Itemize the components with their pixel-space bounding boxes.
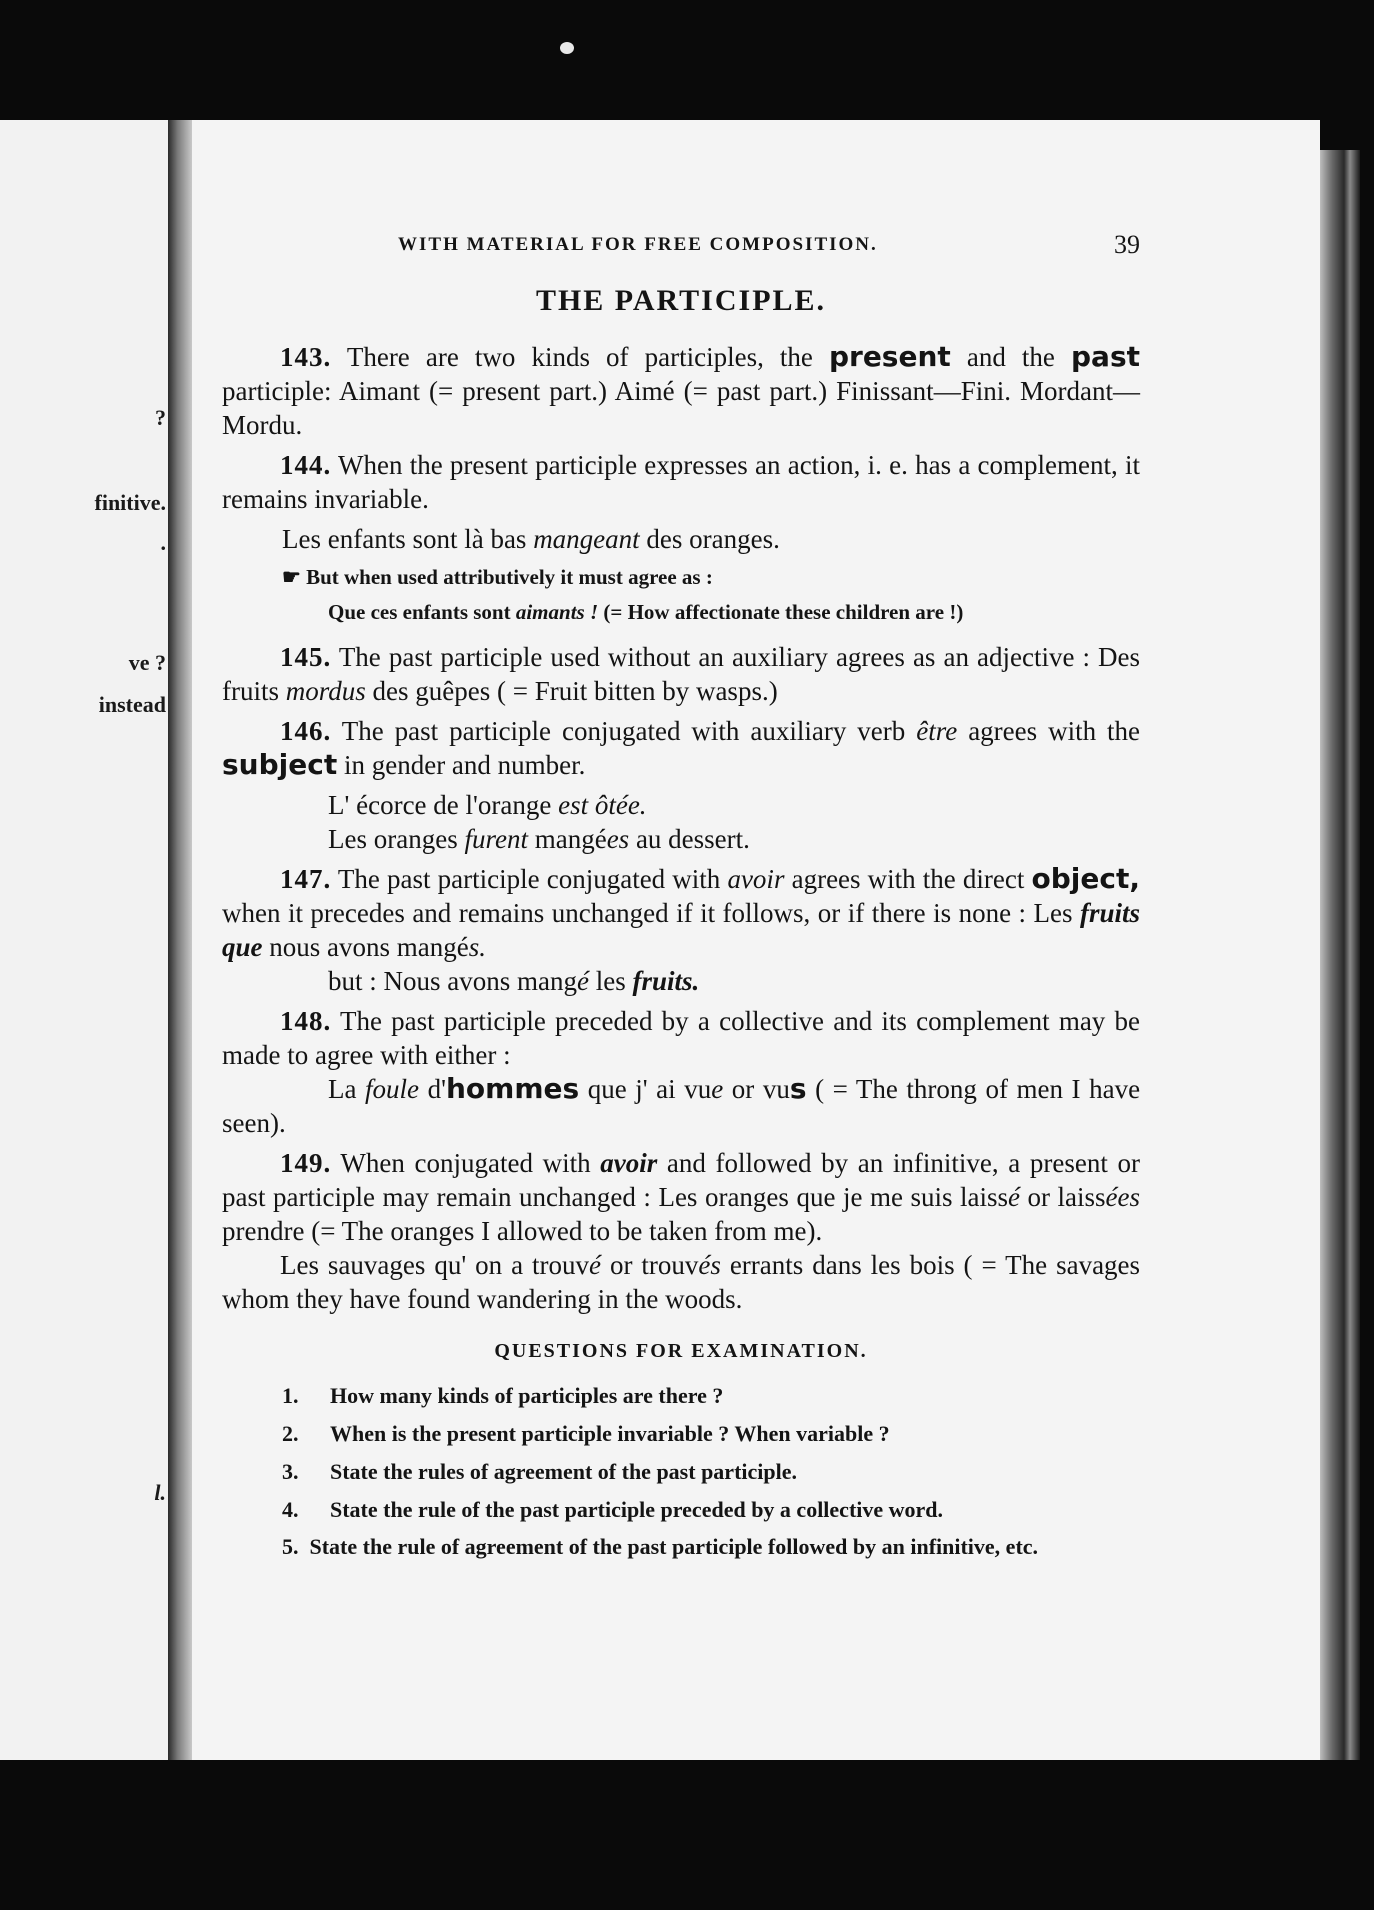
example-italic: é <box>589 1250 601 1280</box>
paragraph-text: when it precedes and remains unchanged if it follows, or if there is none : Les <box>222 898 1073 928</box>
emphasis-bold: s <box>789 1072 807 1105</box>
note-example-text: Que ces enfants sont <box>328 600 511 624</box>
dust-speck <box>560 42 574 54</box>
paragraph-text: agrees with the <box>968 716 1141 746</box>
note-text: But when used attributively it must agree as : <box>306 565 713 589</box>
paragraph-text: When the present participle expresses an action, i. e. has a complement, it remains invariable. <box>222 450 1140 514</box>
example-text: but : Nous avons mang <box>328 966 577 996</box>
paragraph-number: 145. <box>280 642 332 672</box>
example-text: au dessert. <box>635 824 750 854</box>
example-text: ( = The throng of men I have seen). <box>222 1074 1141 1138</box>
example-italic: foule <box>365 1074 420 1104</box>
example-text: d' <box>427 1074 446 1104</box>
question-item <box>222 1534 1140 1560</box>
paragraph-text: agrees with the direct <box>791 864 1025 894</box>
paragraph-text: The past participle preceded by a collective and its complement may be made to agree with either : <box>222 1006 1140 1070</box>
paragraph-italic: avoir <box>600 1148 658 1178</box>
example-line <box>222 1072 1140 1140</box>
example-italic: és <box>698 1250 721 1280</box>
example-line <box>222 788 1140 822</box>
question-item <box>222 1458 1140 1486</box>
paragraph-number: 147. <box>280 864 332 894</box>
example-italic: es <box>606 824 630 854</box>
left-page-fragment <box>0 120 168 1760</box>
questions-title: QUESTIONS FOR EXAMINATION. <box>494 1340 868 1362</box>
example-text: Les enfants sont là bas <box>282 524 527 554</box>
note-example <box>222 598 1140 626</box>
emphasis-bold: present <box>828 340 951 373</box>
paragraph-146 <box>222 714 1140 782</box>
note-example-text: (= How affectionate these children are !) <box>603 600 964 624</box>
section-title: THE PARTICIPLE. <box>535 284 827 317</box>
question-text: State the rules of agreement of the past participle. <box>330 1459 797 1484</box>
paragraph-italic: s. <box>468 932 486 962</box>
paragraph-text: and followed by an infinitive, a present or past participle may remain unchanged : Les oranges que je me suis laiss <box>222 1148 1140 1212</box>
paragraph-147 <box>222 862 1140 964</box>
note-example-italic: aimants ! <box>515 600 599 624</box>
example-text: or vu <box>731 1074 790 1104</box>
emphasis-bold: past <box>1071 340 1140 373</box>
example-line <box>222 822 1140 856</box>
example-line <box>222 964 1140 998</box>
example-italic: est ôtée. <box>558 790 647 820</box>
example-italic: furent <box>464 824 528 854</box>
paragraph-italic: é <box>1008 1182 1020 1212</box>
example-text: L' écorce de l'orange <box>328 790 552 820</box>
paragraph-italic: mordus <box>285 676 366 706</box>
paragraph-text: The past participle conjugated with <box>337 864 721 894</box>
paragraph-143 <box>222 340 1140 442</box>
example-text: les <box>595 966 626 996</box>
left-fragment-text: finitive. <box>94 490 166 515</box>
page-edge <box>1320 150 1360 1760</box>
paragraph-text: des guêpes ( = Fruit bitten by wasps.) <box>372 676 778 706</box>
emphasis-bold: subject <box>222 748 338 781</box>
left-fragment-text: instead <box>98 692 166 717</box>
example-line <box>222 522 1140 556</box>
paragraph-number: 143. <box>280 342 332 372</box>
example-italic: fruits. <box>632 966 700 996</box>
left-fragment-text: . <box>160 530 166 555</box>
paragraph-number: 148. <box>280 1006 332 1036</box>
emphasis-bold: object, <box>1031 862 1141 895</box>
paragraph-text: and the <box>966 342 1055 372</box>
question-item <box>222 1420 1140 1448</box>
page-content <box>222 228 1140 1560</box>
paragraph-148 <box>222 1004 1140 1072</box>
example-italic: é <box>577 966 589 996</box>
page-number: 39 <box>1114 230 1140 259</box>
example-text: mangé <box>534 824 607 854</box>
question-text: How many kinds of participles are there ? <box>330 1383 724 1408</box>
example-text: Les sauvages qu' on a trouv <box>280 1250 589 1280</box>
example-text: La <box>328 1074 357 1104</box>
paragraph-text: The past participle used without an auxiliary agrees as an adjective : Des fruits <box>222 642 1141 706</box>
question-text: State the rule of the past participle preceded by a collective word. <box>330 1497 944 1522</box>
paragraph-text: in gender and number. <box>343 750 586 780</box>
paragraph-text: nous avons mangé <box>269 932 469 962</box>
paragraph-italic: fruits que <box>222 898 1140 962</box>
example-italic: e <box>711 1074 724 1104</box>
question-number: 3. <box>282 1459 299 1484</box>
question-number: 5. <box>282 1534 299 1559</box>
paragraph-italic: avoir <box>727 864 785 894</box>
running-header <box>222 228 1140 258</box>
example-text: Les oranges <box>328 824 458 854</box>
left-fragment-text: l. <box>154 1480 166 1505</box>
paragraph-number: 149. <box>280 1148 332 1178</box>
example-text: errants dans les bois ( = The savages whom they have found wandering in the woods. <box>222 1250 1141 1314</box>
pointing-hand-icon: ☛ <box>282 565 301 589</box>
paragraph-text: When conjugated with <box>340 1148 591 1178</box>
paragraph-text: The past participle conjugated with auxiliary verb <box>341 716 906 746</box>
example-text: des oranges. <box>646 524 780 554</box>
example-text: or trouv <box>609 1250 699 1280</box>
paragraph-text: There are two kinds of participles, the <box>346 342 813 372</box>
left-fragment-text: ve ? <box>128 650 166 675</box>
paragraph-italic: être <box>916 716 958 746</box>
emphasis-bold: hommes <box>445 1072 580 1105</box>
paragraph-number: 144. <box>280 450 332 480</box>
paragraph-text: participle: Aimant (= present part.) Aimé (= past part.) Finissant—Fini. Mordant—Mordu. <box>222 376 1140 440</box>
paragraph-149 <box>222 1146 1140 1248</box>
left-fragment-text: ? <box>155 405 166 430</box>
question-number: 4. <box>282 1497 299 1522</box>
question-text: State the rule of agreement of the past participle followed by an infinitive, etc. <box>309 1534 1039 1559</box>
book-gutter <box>168 120 192 1760</box>
example-text: que j' ai vu <box>587 1074 712 1104</box>
paragraph-144 <box>222 448 1140 516</box>
question-number: 1. <box>282 1383 299 1408</box>
note-line <box>222 560 1140 594</box>
question-item <box>222 1496 1140 1524</box>
question-text: When is the present participle invariable ? When variable ? <box>330 1421 890 1446</box>
example-italic: mangeant <box>533 524 640 554</box>
paragraph-text: or laiss <box>1027 1182 1106 1212</box>
example-paragraph <box>222 1248 1140 1316</box>
question-number: 2. <box>282 1421 299 1446</box>
paragraph-145 <box>222 640 1140 708</box>
paragraph-italic: ées <box>1105 1182 1141 1212</box>
question-item <box>222 1382 1140 1410</box>
paragraph-text: prendre (= The oranges I allowed to be taken from me). <box>222 1216 823 1246</box>
running-title: WITH MATERIAL FOR FREE COMPOSITION. <box>398 234 878 255</box>
paragraph-number: 146. <box>280 716 332 746</box>
